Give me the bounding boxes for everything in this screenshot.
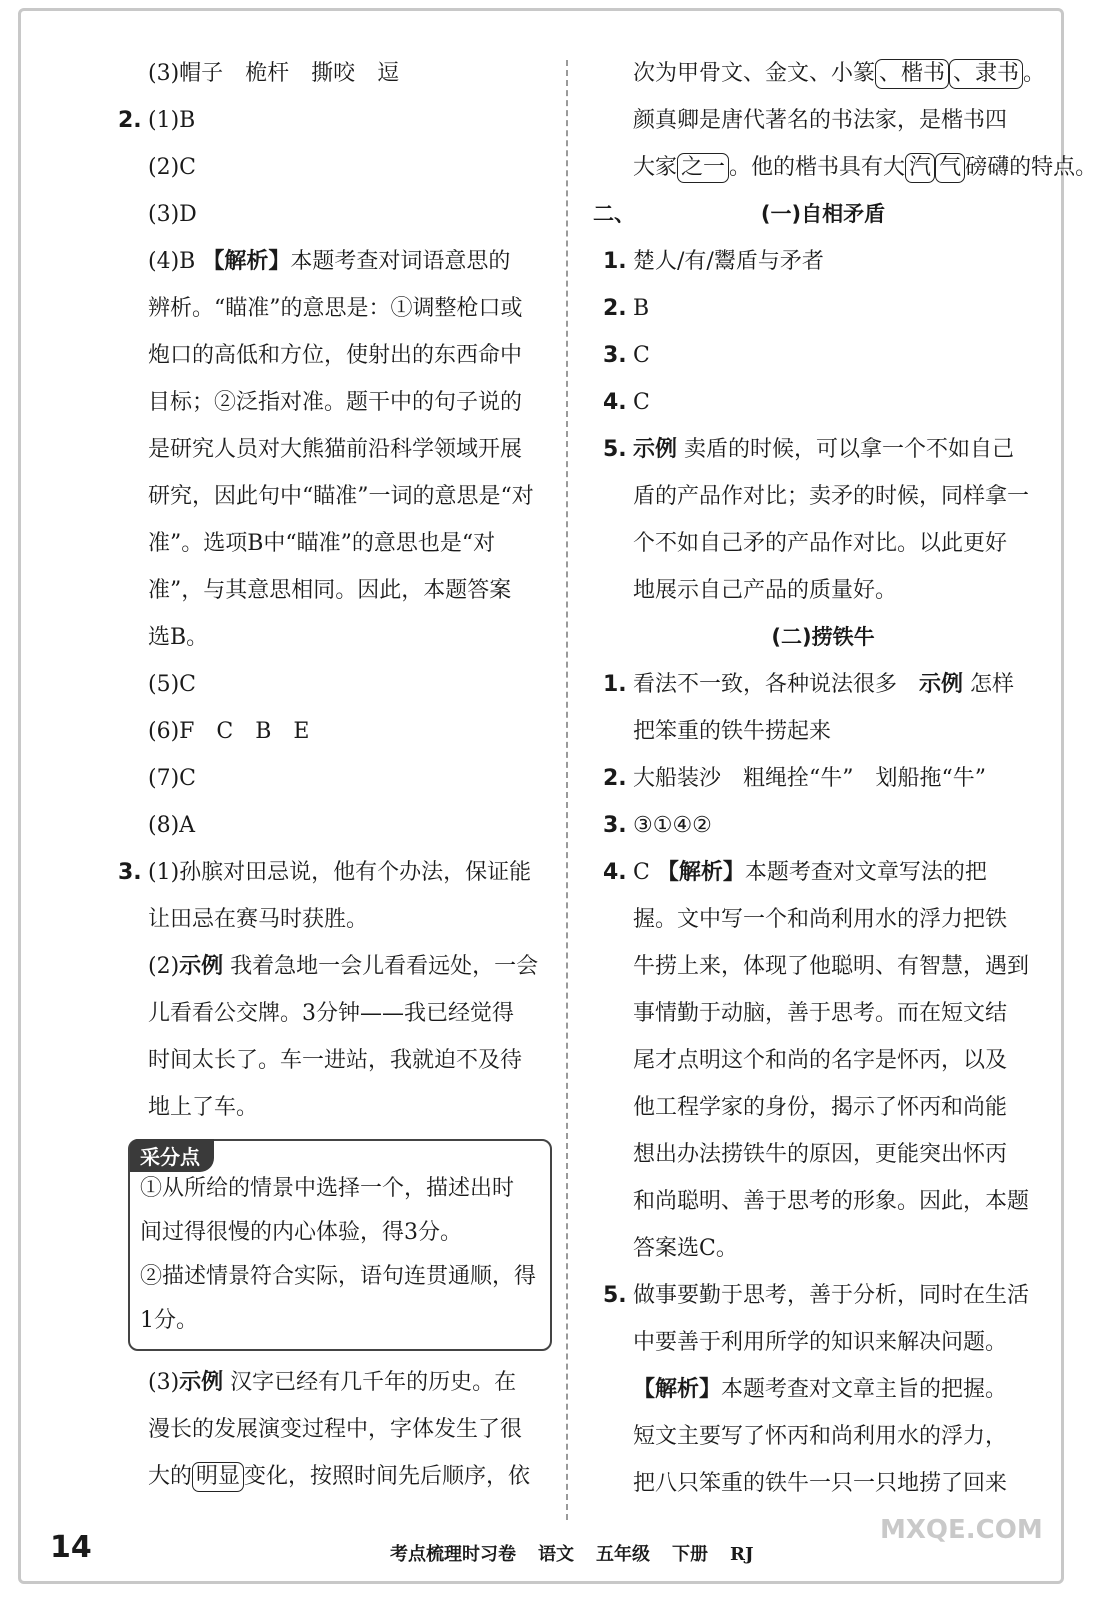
answer-line: [603, 1178, 1043, 1225]
answer-line: [603, 567, 1043, 614]
answer-text: 时间太长了。车一进站，我就迫不及待: [148, 1048, 523, 1073]
answer-line: [603, 520, 1043, 567]
scoring-points-box: [128, 1139, 552, 1351]
section-heading: (二)捞铁牛: [771, 625, 875, 649]
answer-text: (2)C: [148, 155, 196, 180]
answer-line: [118, 708, 538, 755]
answer-line: [118, 238, 538, 285]
answer-text: 大船装沙 粗绳拴“牛” 划船拖“牛”: [633, 766, 986, 791]
answer-text: 。他的楷书具有大: [729, 155, 906, 180]
answer-line: [118, 990, 538, 1037]
answer-line: [118, 50, 538, 97]
answer-line: [118, 191, 538, 238]
answer-text: 是研究人员对大熊猫前沿科学领域开展: [148, 437, 523, 462]
answer-line: [603, 755, 1043, 802]
analysis-label: 【解析】: [202, 249, 291, 274]
example-label: 示例: [179, 1370, 224, 1395]
example-label: 示例: [179, 954, 224, 979]
example-label: 示例: [633, 437, 678, 462]
scoring-line: ②描述情景符合实际，语句连贯通顺，得: [140, 1264, 537, 1289]
answer-text: 辨析。“瞄准”的意思是：①调整枪口或: [148, 296, 523, 321]
column-divider: [566, 60, 568, 1520]
answer-text: 他工程学家的身份，揭示了怀丙和尚能: [633, 1095, 1008, 1120]
answer-line: [118, 661, 538, 708]
left-column: [118, 50, 538, 1500]
answer-text: (1)孙膑对田忌说，他有个办法，保证能: [148, 860, 532, 885]
answer-text: C: [633, 860, 657, 885]
answer-line: [118, 1084, 538, 1131]
question-number: 5.: [603, 437, 627, 462]
question-number: 2.: [118, 108, 142, 133]
answer-line: [118, 520, 538, 567]
example-label: 示例: [919, 672, 964, 697]
right-column: [593, 50, 1097, 1507]
answer-text: (6)F C B E: [148, 719, 310, 744]
answer-line: [603, 285, 1043, 332]
answer-line: [118, 426, 538, 473]
answer-text: 和尚聪明、善于思考的形象。因此，本题: [633, 1189, 1030, 1214]
answer-text: 卖盾的时候，可以拿一个不如自己: [677, 437, 1015, 462]
annotation-box: 、隶书: [949, 59, 1023, 89]
answer-text: (3): [148, 1370, 180, 1395]
answer-line: [118, 802, 538, 849]
answer-line: [118, 144, 538, 191]
answer-text: 答案选C。: [633, 1236, 738, 1261]
section-title: (一)自相矛盾: [760, 202, 886, 226]
answer-text: (7)C: [148, 766, 196, 791]
answer-text: 漫长的发展演变过程中，字体发生了很: [148, 1417, 523, 1442]
question-number: 4.: [603, 860, 627, 885]
answer-line: [603, 426, 1043, 473]
scoring-line: 间过得很慢的内心体验，得3分。: [140, 1220, 462, 1245]
answer-text: 变化，按照时间先后顺序，依: [244, 1464, 531, 1489]
annotation-box: 汽: [905, 153, 935, 183]
answer-line: [603, 1225, 1043, 1272]
answer-line: [118, 332, 538, 379]
question-number: 3.: [603, 343, 627, 368]
answer-line: [118, 1037, 538, 1084]
answer-text: 炮口的高低和方位，使射出的东西命中: [148, 343, 523, 368]
answer-text: 事情勤于动脑，善于思考。而在短文结: [633, 1001, 1008, 1026]
answer-line: 颜真卿是唐代著名的书法家，是楷书四: [633, 108, 1008, 133]
answer-line: [603, 238, 1043, 285]
question-number: 2.: [603, 766, 627, 791]
answer-text: 让田忌在赛马时获胜。: [148, 907, 369, 932]
annotation-box: 、楷书: [875, 59, 949, 89]
answer-line: [118, 755, 538, 802]
answer-line: [603, 50, 1046, 97]
answer-text: (5)C: [148, 672, 196, 697]
answer-line: [603, 1319, 1043, 1366]
answer-line: [603, 1460, 1043, 1507]
answer-line: [118, 896, 538, 943]
answer-line: [118, 285, 538, 332]
answer-text: 汉字已经有几千年的历史。在: [223, 1370, 517, 1395]
answer-text: (4)B: [148, 249, 203, 274]
answer-text: 怎样: [963, 672, 1015, 697]
answer-line: [603, 379, 1043, 426]
answer-line: [603, 1366, 1043, 1413]
answer-text: 看法不一致，各种说法很多: [633, 672, 920, 697]
answer-text: 准”。选项B中“瞄准”的意思也是“对: [148, 531, 496, 556]
answer-text: 我着急地一会儿看看远处，一会: [223, 954, 539, 979]
answer-line: [118, 97, 538, 144]
answer-text: 。: [1023, 61, 1046, 86]
answer-line: [603, 849, 1043, 896]
answer-text: (1)B: [148, 108, 196, 133]
answer-text: 牛捞上来，体现了他聪明、有智慧，遇到: [633, 954, 1030, 979]
answer-line: [603, 473, 1043, 520]
analysis-label: 【解析】: [656, 860, 745, 885]
answer-line: [118, 943, 538, 990]
annotation-box: 之一: [677, 153, 729, 183]
answer-line: [603, 896, 1043, 943]
answer-text: 准”，与其意思相同。因此，本题答案: [148, 578, 512, 603]
answer-line: [118, 567, 538, 614]
answer-text: (8)A: [148, 813, 196, 838]
answer-line: [603, 802, 1043, 849]
scoring-line: 1分。: [140, 1308, 198, 1333]
answer-text: 磅礴的特点。: [965, 155, 1097, 180]
answer-line: [118, 614, 538, 661]
answer-line: [603, 144, 1097, 191]
answer-line: [118, 473, 538, 520]
section-heading: [593, 191, 1043, 238]
answer-text: 短文主要写了怀丙和尚利用水的浮力，: [633, 1424, 1008, 1449]
annotation-box: 气: [935, 153, 965, 183]
question-number: 5.: [603, 1283, 627, 1308]
answer-text: 大的: [148, 1464, 193, 1489]
answer-text: 研究，因此句中“瞄准”一词的意思是“对: [148, 484, 534, 509]
answer-line: [603, 943, 1043, 990]
answer-line: [603, 1084, 1043, 1131]
footer-item: 下册: [672, 1544, 708, 1565]
answer-text: 次为甲骨文、金文、小篆: [633, 61, 876, 86]
answer-text: 把八只笨重的铁牛一只一只地捞了回来: [633, 1471, 1008, 1496]
answer-text: 地上了车。: [148, 1095, 259, 1120]
question-number: 3.: [118, 860, 142, 885]
answer-text: 想出办法捞铁牛的原因，更能突出怀丙: [633, 1142, 1008, 1167]
answer-line: [603, 708, 1043, 755]
analysis-label: 【解析】: [633, 1377, 722, 1402]
answer-text: 儿看看公交牌。3分钟——我已经觉得: [148, 1001, 514, 1026]
answer-text: B: [633, 296, 650, 321]
answer-line: [118, 1359, 538, 1406]
answer-text: 握。文中写一个和尚利用水的浮力把铁: [633, 907, 1008, 932]
answer-line: [603, 1131, 1043, 1178]
footer-item: 五年级: [596, 1544, 650, 1565]
answer-line: [603, 1272, 1043, 1319]
answer-text: (3)D: [148, 202, 197, 227]
answer-text: 楚人/有/鬻盾与矛者: [633, 249, 824, 274]
answer-text: 目标；②泛指对准。题干中的句子说的: [148, 390, 523, 415]
answer-line: [603, 661, 1043, 708]
answer-line: [118, 1406, 538, 1453]
answer-line: [603, 332, 1043, 379]
question-number: 1.: [603, 249, 627, 274]
answer-text: 选B。: [148, 625, 209, 650]
answer-line: [603, 1037, 1043, 1084]
footer-item: 语文: [538, 1544, 574, 1565]
answer-line: [603, 1413, 1043, 1460]
footer-item: 考点梳理时习卷: [390, 1544, 516, 1565]
answer-text: 大家: [633, 155, 678, 180]
answer-text: 把笨重的铁牛捞起来: [633, 719, 832, 744]
answer-line: [118, 1453, 538, 1500]
answer-line: [118, 849, 538, 896]
footer-item: RJ: [730, 1544, 754, 1565]
answer-text: C: [633, 390, 650, 415]
answer-line: [118, 379, 538, 426]
question-number: 3.: [603, 813, 627, 838]
answer-text: C: [633, 343, 650, 368]
answer-text: 尾才点明这个和尚的名字是怀丙，以及: [633, 1048, 1008, 1073]
answer-text: 地展示自己产品的质量好。: [633, 578, 898, 603]
answer-line: [603, 990, 1043, 1037]
answer-text: ③①④②: [633, 813, 712, 838]
answer-text: 本题考查对文章写法的把: [744, 860, 987, 885]
question-number: 1.: [603, 672, 627, 697]
watermark: MXQE.COM: [880, 1515, 1043, 1545]
section-number: 二、: [593, 202, 635, 226]
scoring-points-tag: 采分点: [130, 1139, 214, 1172]
scoring-line: ①从所给的情景中选择一个，描述出时: [140, 1176, 515, 1201]
answer-text: 中要善于利用所学的知识来解决问题。: [633, 1330, 1008, 1355]
answer-text: 做事要勤于思考，善于分析，同时在生活: [633, 1283, 1030, 1308]
annotation-box: 明显: [192, 1462, 244, 1492]
answer-text: (3)帽子 桅杆 撕咬 逗: [148, 61, 400, 86]
answer-text: 个不如自己矛的产品作对比。以此更好: [633, 531, 1008, 556]
answer-text: 本题考查对词语意思的: [290, 249, 511, 274]
answer-text: 盾的产品作对比；卖矛的时候，同样拿一: [633, 484, 1030, 509]
answer-text: (2): [148, 954, 180, 979]
question-number: 2.: [603, 296, 627, 321]
question-number: 4.: [603, 390, 627, 415]
answer-text: 本题考查对文章主旨的把握。: [721, 1377, 1008, 1402]
page-number: 14: [50, 1530, 92, 1565]
footer-title: [390, 1540, 775, 1566]
